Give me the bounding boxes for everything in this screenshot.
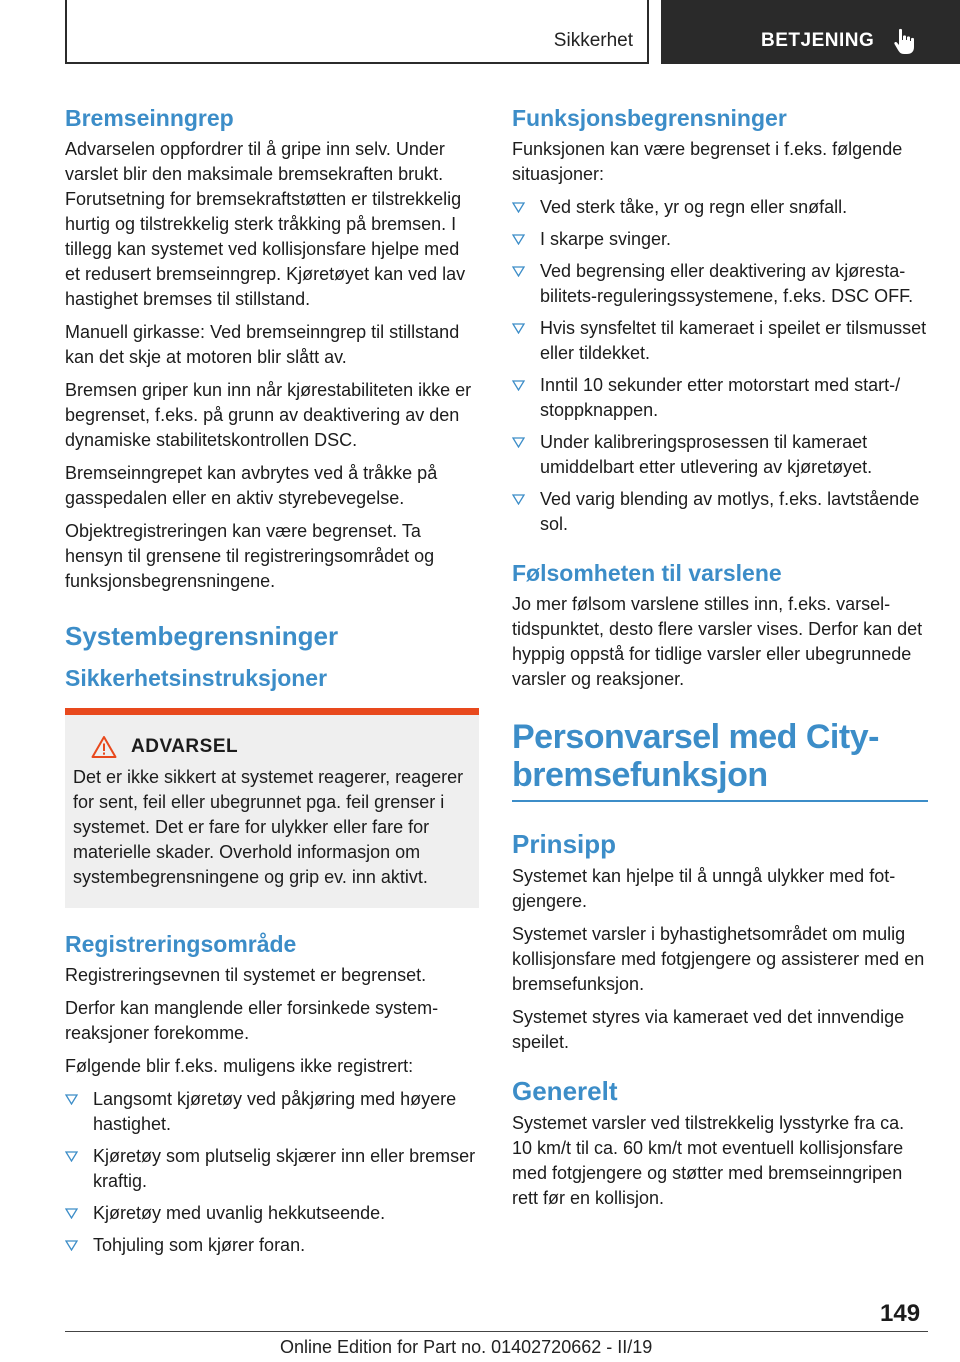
paragraph: Jo mer følsom varslene stilles inn, f.eks. varseltidspunktet, desto flere varsler vises. Derfor kan det hyppig oppstå for tidlige varsler eller ubegrunnede varsler og reaksjoner. [512,594,923,689]
triangle-bullet-icon [65,1094,78,1105]
paragraph: Bremseinngrepet kan avbrytes ved å tråkke på gasspedalen eller en aktiv styrebevegelse. [65,463,438,508]
footer-edition: Online Edition for Part no. 01402720662 - II/19 [280,1337,653,1357]
list-item: Kjøretøy med uvanlig hekkutseende. [65,1201,479,1226]
header-section-tab [65,0,649,64]
paragraph: Bremsen griper kun inn når kjørestabiliteten ikke er begrenset, f.eks. på grunn av deaktivering av den dynamiske stabilitetskontrollen DSC. [65,380,472,450]
section-title-funksjonsbegrensninger: Funksjonsbegrensninger [512,105,787,131]
pointing-hand-icon [890,26,920,56]
subsection-title-sikkerhetsinstruksjoner: Sikkerhetsinstruksjoner [65,665,328,691]
section-title-systembegrensninger: Systembegrensninger [65,621,339,651]
paragraph: Derfor kan manglende eller forsinkede systemreaksjoner forekomme. [65,998,439,1043]
list-item: Ved sterk tåke, yr og regn eller snøfall. [512,195,928,220]
header-section-label: Sikkerhet [553,30,633,51]
section-title-registreringsomrade: Registreringsområde [65,931,297,957]
list-item: Tohjuling som kjører foran. [65,1233,479,1258]
section-title-prinsipp: Prinsipp [512,829,617,859]
list-item: Kjøretøy som plutselig skjærer inn eller bremser kraftig. [65,1144,479,1194]
footer-divider [65,1331,928,1332]
list-item: Inntil 10 sekunder etter motorstart med start-/ stoppknappen. [512,373,928,423]
paragraph: Systemet varsler ved tilstrekkelig lysstyrke fra ca. 10 km/t til ca. 60 km/t mot eventuell kollisjonsfare med fotgjengere og støtter med bremseinngripen rett før en kollisjon. [512,1113,905,1208]
section-title-bremseinngrep: Bremseinngrep [65,105,234,131]
paragraph: Objektregistreringen kan være begrenset. Ta hensyn til grensene til registreringsområdet og funksjonsbegrensningene. [65,521,435,591]
list-item: Under kalibreringsprosessen til kameraet umiddelbart etter utlevering av kjøretøyet. [512,430,928,480]
paragraph: Advarselen oppfordrer til å gripe inn selv. Under varslet blir den maksimale bremsekraften brukt. Forutsetning for bremsekraftstøtten er tilstrekkelig hurtig og tilstrekkelig sterk tråkking på bremsen. I tillegg kan systemet ved kollisjonsfare hjelpe med et redusert bremseinngrep. Kjøretøyet kan ved lav hastighet bremses til stillstand. [65,139,466,309]
triangle-bullet-icon [65,1151,78,1162]
paragraph: Manuell girkasse: Ved bremseinngrep til stillstand kan det skje at motoren blir slått av. [65,322,460,367]
section-title-folsomheten: Følsomheten til varslene [512,560,782,586]
page-number: 149 [880,1300,921,1327]
triangle-bullet-icon [512,266,525,277]
paragraph: Registreringsevnen til systemet er begrenset. [65,965,427,985]
warning-text: Det er ikke sikkert at systemet reagerer, reagerer for sent, feil eller ubegrunnet pga. feil grenser i systemet. Det er fare for ulykker eller fare for materielle skader. Overhold informasjon om systembegrensningene og grip ev. inn aktivt. [73,767,464,887]
paragraph: Systemet varsler i byhastighetsområdet om mulig kollisjonsfare med fotgjengere og assisterer med en bremsefunksjon. [512,924,925,994]
header-chapter-label: BETJENING [761,30,875,51]
header-chapter-tab [661,0,960,64]
triangle-bullet-icon [512,323,525,334]
warning-title: ADVARSEL [131,736,239,757]
paragraph: Systemet styres via kameraet ved det innvendige speilet. [512,1007,905,1052]
list-item: Ved varig blending av motlys, f.eks. lavtstående sol. [512,487,928,537]
triangle-bullet-icon [65,1208,78,1219]
warning-triangle-icon [91,735,117,759]
paragraph: Følgende blir f.eks. muligens ikke registrert: [65,1056,414,1076]
list-item: Hvis synsfeltet til kameraet i speilet er tilsmusset eller tildekket. [512,316,928,366]
main-title-wrapper [512,718,928,802]
list-item: Ved begrensing eller deaktivering av kjørestabilitets-reguleringssystemene, f.eks. DSC OFF. [512,259,928,309]
triangle-bullet-icon [512,494,525,505]
paragraph: Funksjonen kan være begrenset i f.eks. følgende situasjoner: [512,139,903,184]
triangle-bullet-icon [512,380,525,391]
bullet-list [65,1087,479,1258]
left-column [65,104,479,1266]
right-column [512,104,928,1219]
triangle-bullet-icon [512,437,525,448]
triangle-bullet-icon [512,202,525,213]
paragraph: Systemet kan hjelpe til å unngå ulykker med fotgjengere. [512,866,896,911]
list-item: I skarpe svinger. [512,227,928,252]
triangle-bullet-icon [65,1240,78,1251]
triangle-bullet-icon [512,234,525,245]
section-title-generelt: Generelt [512,1076,618,1106]
bullet-list [512,195,928,537]
list-item: Langsomt kjøretøy ved påkjøring med høyere hastighet. [65,1087,479,1137]
warning-box [65,708,479,908]
main-title: Personvarsel med City-bremsefunksjon [512,718,879,794]
